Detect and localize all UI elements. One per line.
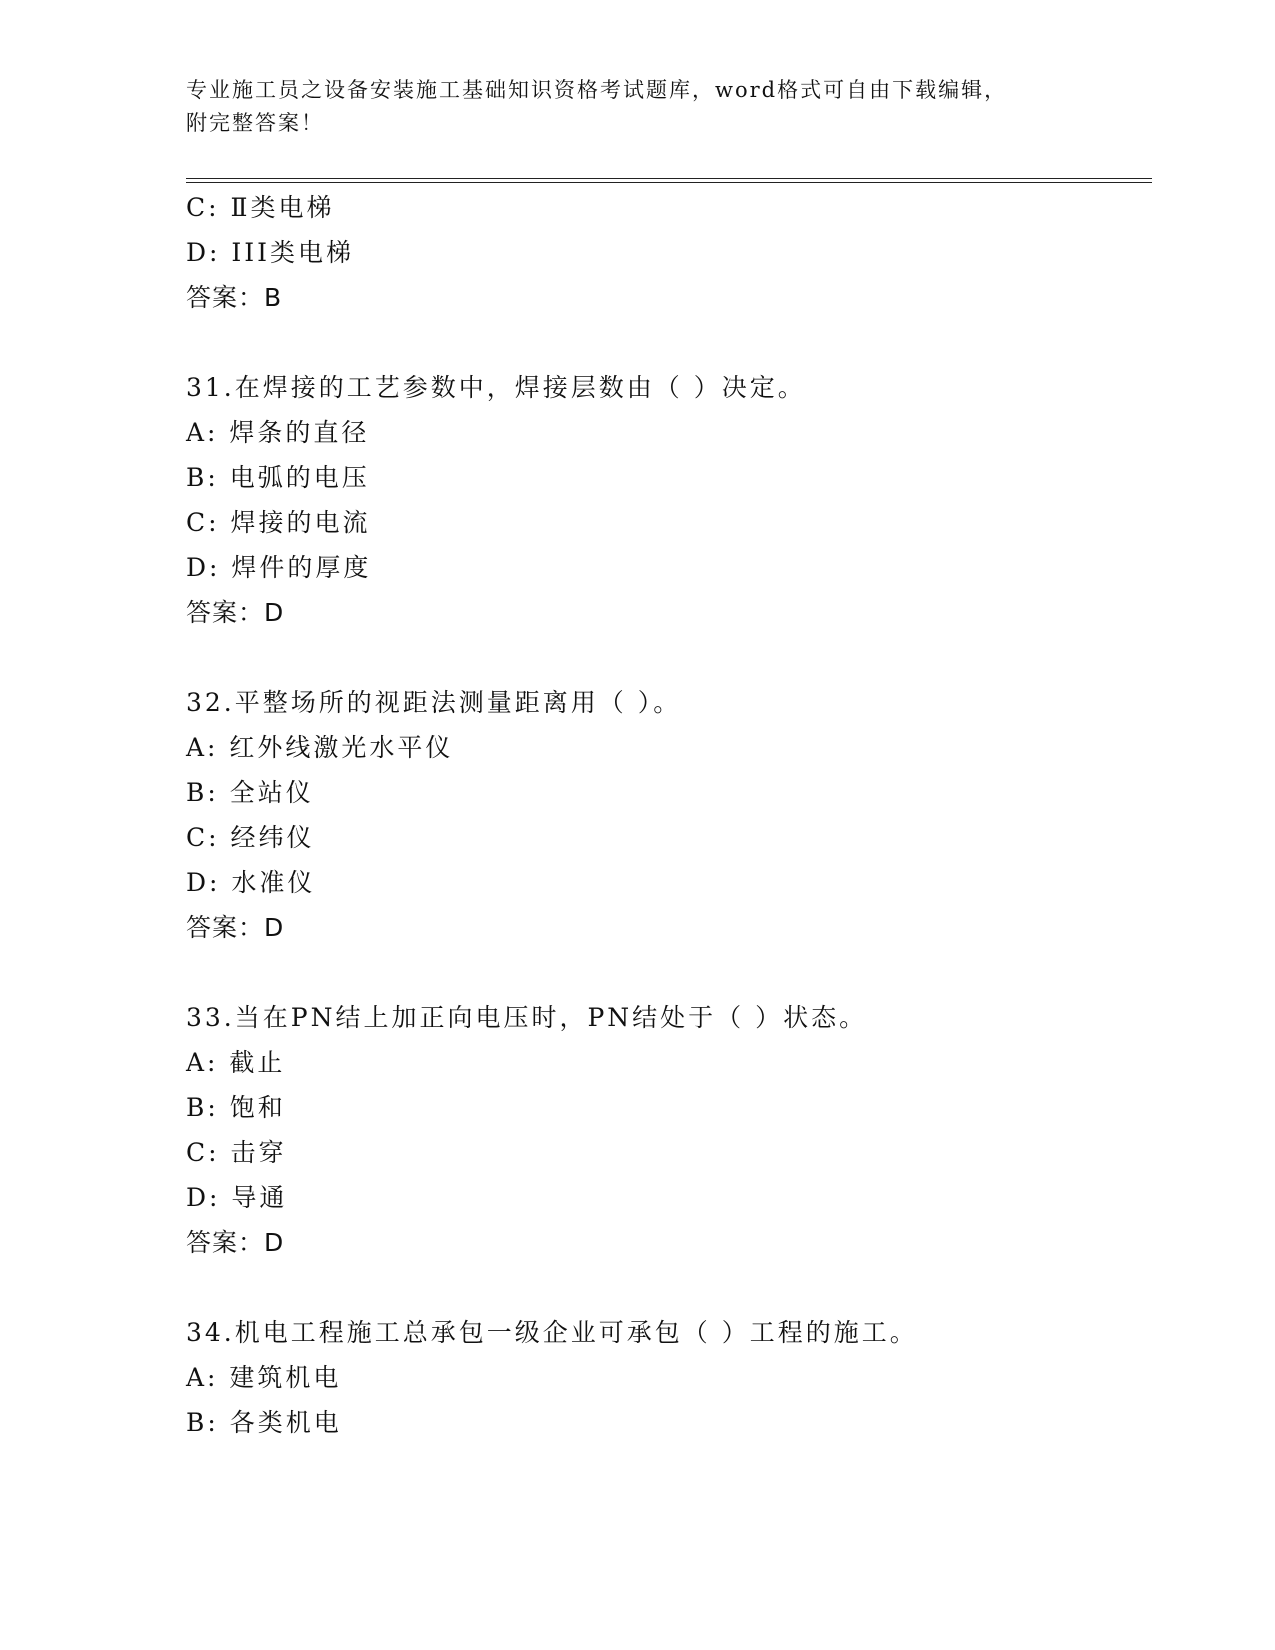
question-33-option-a: A: 截止 (186, 1048, 286, 1077)
prev-option-c: C: Ⅱ类电梯 (186, 193, 335, 222)
header-line-1: 专业施工员之设备安装施工基础知识资格考试题库，word格式可自由下载编辑， (186, 78, 1008, 102)
question-32-option-a: A: 红外线激光水平仪 (186, 733, 454, 762)
question-32-option-d: D: 水准仪 (186, 868, 316, 897)
question-32-answer: 答案：D (186, 913, 285, 942)
question-32-option-b: B: 全站仪 (186, 778, 314, 807)
question-33-option-d: D: 导通 (186, 1183, 288, 1212)
prev-answer: 答案：B (186, 283, 283, 312)
question-33-option-b: B: 饱和 (186, 1093, 286, 1122)
prev-option-d: D: III类电梯 (186, 238, 355, 267)
document-header (186, 74, 1066, 140)
question-31-option-d: D: 焊件的厚度 (186, 553, 372, 582)
question-31-answer: 答案：D (186, 598, 285, 627)
question-33-option-c: C: 击穿 (186, 1138, 287, 1167)
question-31-stem: 31.在焊接的工艺参数中，焊接层数由（ ）决定。 (186, 373, 806, 402)
question-31-option-a: A: 焊条的直径 (186, 418, 370, 447)
question-31-option-b: B: 电弧的电压 (186, 463, 370, 492)
question-33-stem: 33.当在PN结上加正向电压时，PN结处于（ ）状态。 (186, 1003, 868, 1032)
header-line-2: 附完整答案！ (186, 111, 324, 135)
question-34-option-b: B: 各类机电 (186, 1408, 342, 1437)
question-34-stem: 34.机电工程施工总承包一级企业可承包（ ）工程的施工。 (186, 1318, 918, 1347)
question-32-stem: 32.平整场所的视距法测量距离用（ ）。 (186, 688, 682, 717)
question-33-answer: 答案：D (186, 1228, 285, 1257)
question-34-option-a: A: 建筑机电 (186, 1363, 342, 1392)
question-31-option-c: C: 焊接的电流 (186, 508, 371, 537)
header-divider-top (186, 178, 1152, 179)
question-32-option-c: C: 经纬仪 (186, 823, 315, 852)
header-divider-bottom (186, 182, 1152, 183)
